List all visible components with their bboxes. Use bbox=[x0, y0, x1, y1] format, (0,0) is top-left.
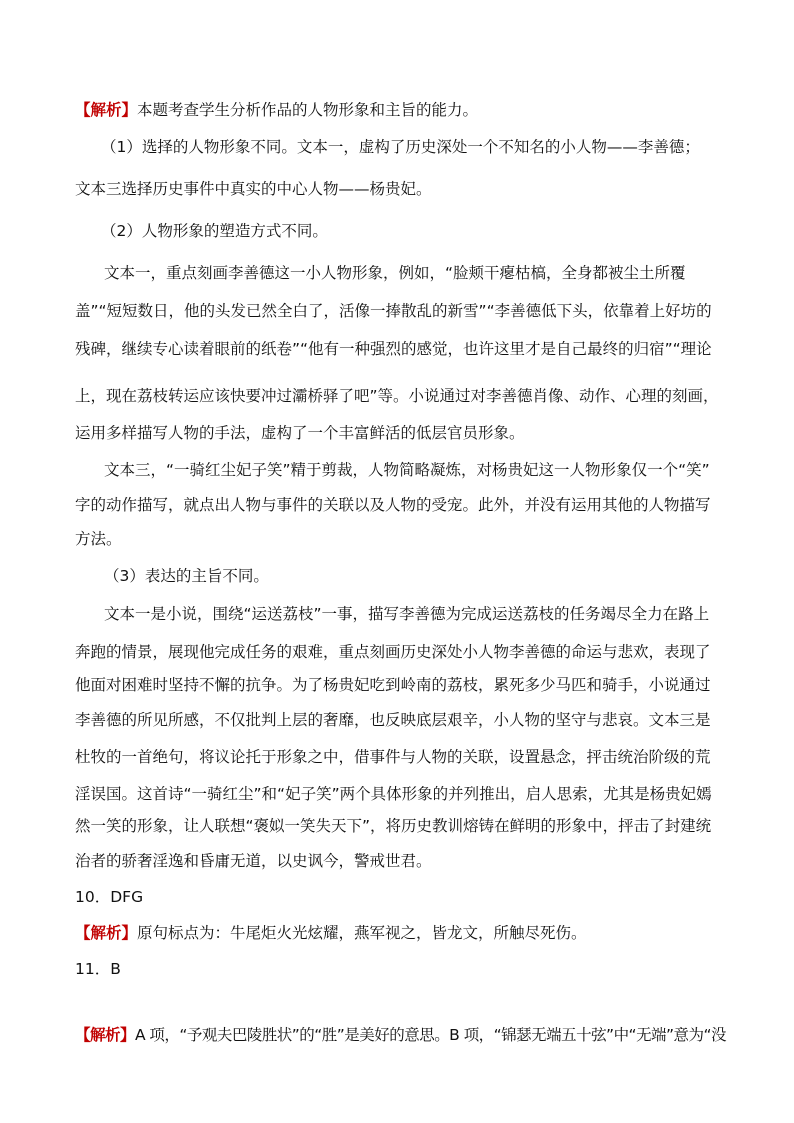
question-number: 11．B bbox=[75, 960, 121, 978]
text-line: 文本一，重点刻画李善德这一小人物形象，例如，“脸颊干瘪枯槁，全身都被尘土所覆 bbox=[104, 264, 686, 282]
analysis-paragraph-intro: 【解析】本题考查学生分析作品的人物形象和主旨的能力。 bbox=[75, 101, 479, 119]
text-line: 字的动作描写，就点出人物与事件的关联以及人物的受宠。此外，并没有运用其他的人物描写 bbox=[75, 496, 711, 514]
text-line: 李善德的所见所感，不仅批判上层的奢靡，也反映底层艰辛，小人物的坚守与悲哀。文本三是 bbox=[75, 711, 711, 729]
text-line: 治者的骄奢淫逸和昏庸无道，以史讽今，警戒世君。 bbox=[75, 852, 432, 870]
text-line: 然一笑的形象，让人联想“褒姒一笑失天下”，将历史教训熔铸在鲜明的形象中，抨击了封建统 bbox=[75, 817, 712, 835]
text-line: （1）选择的人物形象不同。文本一，虚构了历史深处一个不知名的小人物——李善德； bbox=[101, 138, 700, 156]
text-line: 文本三，“一骑红尘妃子笑”精于剪裁，人物简略凝炼，对杨贵妃这一人物形象仅一个“笑” bbox=[104, 461, 710, 479]
text-line: 文本一是小说，围绕“运送荔枝”一事，描写李善德为完成运送荔枝的任务竭尽全力在路上 bbox=[104, 605, 710, 623]
text-line: 运用多样描写人物的手法，虚构了一个丰富鲜活的低层官员形象。 bbox=[75, 424, 525, 442]
text-line: 上，现在荔枝转运应该快要冲过灞桥驿了吧”等。小说通过对李善德肖像、动作、心理的刻画， bbox=[75, 387, 719, 405]
text-line: 杜牧的一首绝句，将议论托于形象之中，借事件与人物的关联，设置悬念，抨击统治阶级的荒 bbox=[75, 748, 711, 766]
analysis-label: 解析 bbox=[90, 924, 122, 942]
text-line: 他面对困难时坚持不懈的抗争。为了杨贵妃吃到岭南的荔枝，累死多少马匹和骑手，小说通过 bbox=[75, 676, 711, 694]
text-line: 盖”“短短数日，他的头发已然全白了，活像一捧散乱的新雪”“李善德低下头，依靠着上好坊的 bbox=[75, 302, 712, 320]
text-line: 文本三选择历史事件中真实的中心人物——杨贵妃。 bbox=[75, 180, 432, 198]
analysis-paragraph: 【解析】原句标点为：牛尾炬火光炫耀，燕军视之，皆龙文，所触尽死伤。 bbox=[75, 924, 587, 942]
text-line: （3）表达的主旨不同。 bbox=[104, 567, 269, 585]
analysis-label: 解析 bbox=[90, 101, 122, 119]
text-line: 方法。 bbox=[75, 530, 122, 548]
text-line: A 项，“予观夫巴陵胜状”的“胜”是美好的意思。B 项，“锦瑟无端五十弦”中“无端”意为“没 bbox=[134, 1026, 727, 1044]
analysis-label: 解析 bbox=[89, 1026, 120, 1044]
question-number: 10．DFG bbox=[75, 888, 144, 906]
text-line: 奔跑的情景，展现他完成任务的艰难，重点刻画历史深处小人物李善德的命运与悲欢，表现了 bbox=[75, 643, 711, 661]
text-line: 本题考查学生分析作品的人物形象和主旨的能力。 bbox=[137, 101, 479, 119]
text-line: （2）人物形象的塑造方式不同。 bbox=[101, 222, 328, 240]
text-line: 残碑，继续专心读着眼前的纸卷”“他有一种强烈的感觉，也许这里才是自己最终的归宿”“理论 bbox=[75, 340, 712, 358]
text-line: 原句标点为：牛尾炬火光炫耀，燕军视之，皆龙文，所触尽死伤。 bbox=[137, 924, 587, 942]
analysis-paragraph: 【解析】A 项，“予观夫巴陵胜状”的“胜”是美好的意思。B 项，“锦瑟无端五十弦”中“无端”意为“没 bbox=[75, 1026, 727, 1044]
text-line: 淫误国。这首诗“一骑红尘”和“妃子笑”两个具体形象的并列推出，启人思索，尤其是杨贵妃嫣 bbox=[75, 785, 712, 803]
